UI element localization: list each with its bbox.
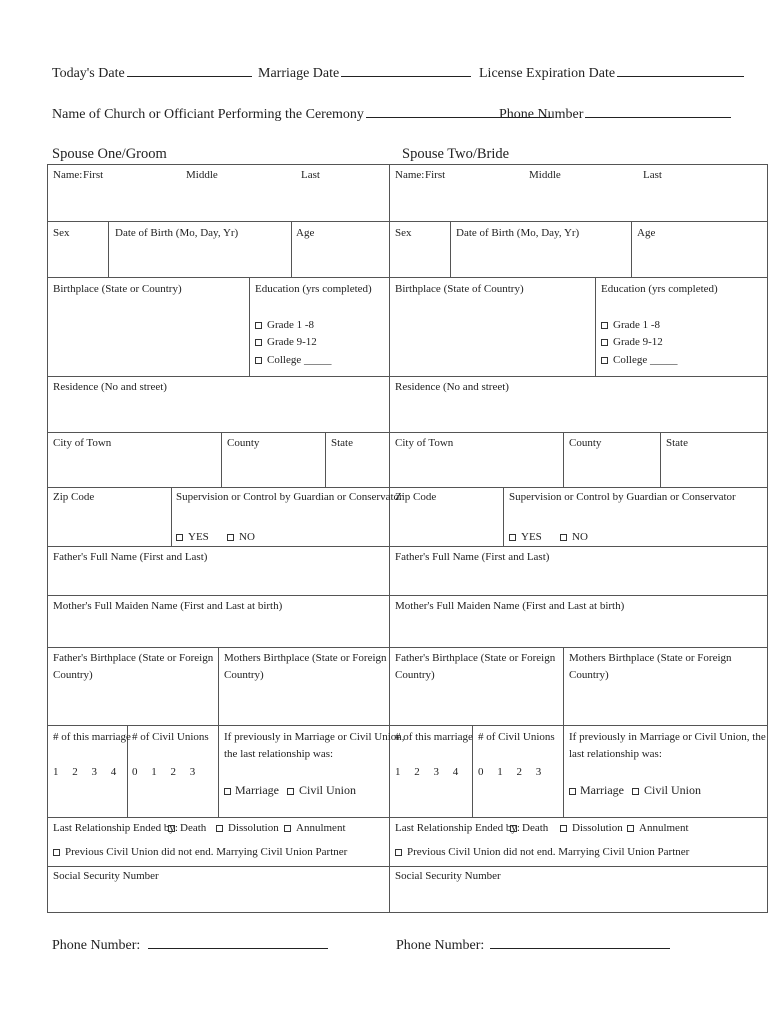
s1-prev-relationship-label: If previously in Marriage or Civil Union, — [224, 731, 405, 743]
s2-residence-label: Residence (No and street) — [395, 381, 509, 393]
s2-mother-birthplace-label: Mothers Birthplace (State or Foreign — [569, 652, 732, 664]
s1-mother-birthplace-label: Mothers Birthplace (State or Foreign — [224, 652, 387, 664]
s1-marriage-option[interactable] — [224, 783, 279, 798]
cell-divider — [171, 487, 172, 546]
s1-marriage-text: Marriage — [235, 783, 279, 797]
s2-father-name-label: Father's Full Name (First and Last) — [395, 551, 550, 563]
marriage-date-blank[interactable] — [341, 64, 471, 77]
s2-sex-label: Sex — [395, 227, 412, 239]
cell-divider — [450, 221, 451, 277]
checkbox-icon[interactable] — [53, 849, 60, 856]
s2-dob-label: Date of Birth (Mo, Day, Yr) — [456, 227, 580, 239]
s1-father-birthplace-label-2: Country) — [53, 669, 93, 681]
checkbox-icon[interactable] — [569, 788, 576, 795]
s2-annulment-option[interactable] — [627, 820, 689, 837]
s2-state-label: State — [666, 437, 688, 449]
row-line — [47, 277, 768, 278]
s2-zip-label: Zip Code — [395, 491, 437, 503]
s1-zip-label: Zip Code — [53, 491, 95, 503]
s1-num-civil-label: # of Civil Unions — [132, 731, 209, 743]
cell-divider — [563, 432, 564, 487]
s1-residence-label: Residence (No and street) — [53, 381, 167, 393]
checkbox-icon[interactable] — [509, 534, 516, 541]
s1-birthplace-label: Birthplace (State or Country) — [53, 283, 182, 295]
cell-divider — [218, 647, 219, 817]
s1-name-label: Name: — [53, 169, 83, 181]
s1-supervision-label: Supervision or Control by Guardian or Conservator — [176, 491, 403, 503]
footer-phone-right-blank[interactable] — [490, 936, 670, 949]
cell-divider — [563, 647, 564, 817]
row-line — [47, 376, 768, 377]
s2-dissolution-text: Dissolution — [572, 822, 623, 834]
checkbox-icon[interactable] — [255, 322, 262, 329]
checkbox-icon[interactable] — [601, 339, 608, 346]
s1-annulment-option[interactable] — [284, 820, 346, 837]
s2-marriage-option[interactable] — [569, 783, 624, 798]
s2-prev-civil-option[interactable] — [395, 844, 689, 861]
s2-education-label: Education (yrs completed) — [601, 283, 718, 295]
s2-county-label: County — [569, 437, 602, 449]
s1-last-ended-label: Last Relationship Ended by: — [53, 822, 178, 834]
spouse-two-title: Spouse Two/Bride — [402, 146, 510, 162]
phone-number-label: Phone Number — [499, 107, 584, 122]
s2-no-text: NO — [572, 531, 588, 543]
s1-father-birthplace-label: Father's Birthplace (State or Foreign — [53, 652, 214, 664]
s2-civil-union-text: Civil Union — [644, 783, 702, 797]
marriage-date-field[interactable] — [258, 64, 471, 82]
s1-sex-label: Sex — [53, 227, 70, 239]
s2-num-marriage-label: # of this marriage — [395, 731, 473, 743]
s1-father-name-label: Father's Full Name (First and Last) — [53, 551, 208, 563]
cell-divider — [631, 221, 632, 277]
s1-death-option[interactable] — [168, 820, 206, 837]
s2-age-label: Age — [637, 227, 656, 239]
officiant-label: Name of Church or Officiant Performing the Ceremony — [52, 107, 364, 122]
s1-yes-option[interactable] — [176, 529, 209, 546]
s2-grade-9-12-option[interactable] — [601, 334, 663, 351]
s2-num-civil-label: # of Civil Unions — [478, 731, 555, 743]
checkbox-icon[interactable] — [601, 322, 608, 329]
s1-age-label: Age — [296, 227, 315, 239]
s2-civil-union-option[interactable] — [632, 783, 701, 798]
s2-death-option[interactable] — [510, 820, 548, 837]
cell-divider — [291, 221, 292, 277]
phone-number-field[interactable] — [499, 105, 731, 123]
checkbox-icon[interactable] — [176, 534, 183, 541]
s2-birthplace-label: Birthplace (State of Country) — [395, 283, 524, 295]
officiant-field[interactable] — [52, 105, 552, 123]
s1-grade-1-8-text: Grade 1 -8 — [267, 319, 315, 331]
s1-yes-text: YES — [188, 531, 209, 543]
s1-middle-label: Middle — [186, 169, 218, 181]
s1-no-text: NO — [239, 531, 255, 543]
s2-last-ended-label: Last Relationship Ended by: — [395, 822, 520, 834]
s1-mother-birthplace-label-2: Country) — [224, 669, 264, 681]
s2-city-label: City of Town — [395, 437, 454, 449]
s1-civil-union-text: Civil Union — [299, 783, 357, 797]
row-line — [47, 866, 768, 867]
checkbox-icon[interactable] — [632, 788, 639, 795]
s1-grade-1-8-option[interactable] — [255, 317, 314, 334]
footer-phone-right[interactable] — [396, 936, 670, 954]
s2-prev-relationship-label: If previously in Marriage or Civil Union, the — [569, 731, 766, 743]
s2-mother-birthplace-label-2: Country) — [569, 669, 609, 681]
s1-num-marriage-label: # of this marriage — [53, 731, 131, 743]
row-line — [47, 221, 768, 222]
cell-divider — [221, 432, 222, 487]
cell-divider — [660, 432, 661, 487]
s2-supervision-label: Supervision or Control by Guardian or Conservator — [509, 491, 736, 503]
s1-first-label: First — [83, 169, 104, 181]
spouse-one-title: Spouse One/Groom — [52, 146, 167, 162]
s2-ssn-label: Social Security Number — [395, 870, 501, 882]
footer-phone-left-blank[interactable] — [148, 936, 328, 949]
s2-prev-civil-text: Previous Civil Union did not end. Marrying Civil Union Partner — [407, 846, 690, 858]
s2-father-birthplace-label-2: Country) — [395, 669, 435, 681]
license-expiration-label: License Expiration Date — [479, 66, 616, 81]
footer-phone-left[interactable] — [52, 936, 328, 954]
cell-divider — [595, 277, 596, 376]
s2-grade-9-12-text: Grade 9-12 — [613, 336, 663, 348]
s2-last-label: Last — [643, 169, 662, 181]
s1-dob-label: Date of Birth (Mo, Day, Yr) — [115, 227, 239, 239]
todays-date-field[interactable] — [52, 64, 252, 82]
s1-no-option[interactable] — [227, 529, 255, 546]
s1-mother-name-label: Mother's Full Maiden Name (First and Last at birth) — [53, 600, 283, 612]
checkbox-icon[interactable] — [510, 825, 517, 832]
s2-yes-option[interactable] — [509, 529, 542, 546]
s1-dissolution-text: Dissolution — [228, 822, 279, 834]
s2-mother-name-label: Mother's Full Maiden Name (First and Last at birth) — [395, 600, 625, 612]
s2-annulment-text: Annulment — [639, 822, 689, 834]
s2-first-label: First — [425, 169, 446, 181]
row-line — [47, 725, 768, 726]
checkbox-icon[interactable] — [287, 788, 294, 795]
s1-last-label: Last — [301, 169, 320, 181]
s2-prev-relationship-label-2: last relationship was: — [569, 748, 662, 760]
row-line — [47, 595, 768, 596]
s1-city-label: City of Town — [53, 437, 112, 449]
s2-yes-text: YES — [521, 531, 542, 543]
checkbox-icon[interactable] — [255, 357, 262, 364]
s1-county-label: County — [227, 437, 260, 449]
checkbox-icon[interactable] — [284, 825, 291, 832]
s2-marriage-text: Marriage — [580, 783, 624, 797]
s2-name-input[interactable] — [390, 182, 767, 220]
license-expiration-field[interactable] — [479, 64, 744, 82]
s2-grade-1-8-option[interactable] — [601, 317, 660, 334]
todays-date-label: Today's Date — [52, 66, 125, 81]
s1-name-input[interactable] — [48, 182, 388, 220]
cell-divider — [325, 432, 326, 487]
s1-education-label: Education (yrs completed) — [255, 283, 372, 295]
s1-num-civil-options[interactable]: 0 1 2 3 — [132, 766, 196, 778]
s2-middle-label: Middle — [529, 169, 561, 181]
s2-father-birthplace-label: Father's Birthplace (State or Foreign — [395, 652, 556, 664]
checkbox-icon[interactable] — [395, 849, 402, 856]
s2-dissolution-option[interactable] — [560, 820, 623, 837]
checkbox-icon[interactable] — [168, 825, 175, 832]
s1-ssn-label: Social Security Number — [53, 870, 159, 882]
s2-no-option[interactable] — [560, 529, 588, 546]
checkbox-icon[interactable] — [627, 825, 634, 832]
checkbox-icon[interactable] — [560, 534, 567, 541]
cell-divider — [108, 221, 109, 277]
cell-divider — [503, 487, 504, 546]
checkbox-icon[interactable] — [227, 534, 234, 541]
cell-divider — [249, 277, 250, 376]
s1-dissolution-option[interactable] — [216, 820, 279, 837]
s1-grade-9-12-text: Grade 9-12 — [267, 336, 317, 348]
s1-state-label: State — [331, 437, 353, 449]
s1-annulment-text: Annulment — [296, 822, 346, 834]
s1-college-text: College _____ — [267, 354, 332, 366]
footer-phone-right-label: Phone Number: — [396, 938, 485, 953]
checkbox-icon[interactable] — [224, 788, 231, 795]
s1-death-text: Death — [180, 822, 207, 834]
row-line — [47, 546, 768, 547]
row-line — [47, 647, 768, 648]
license-expiration-blank[interactable] — [617, 64, 744, 77]
s2-name-label: Name: — [395, 169, 425, 181]
s1-prev-relationship-label-2: the last relationship was: — [224, 748, 334, 760]
s2-num-civil-options[interactable]: 0 1 2 3 — [478, 766, 542, 778]
checkbox-icon[interactable] — [560, 825, 567, 832]
footer-phone-left-label: Phone Number: — [52, 938, 141, 953]
todays-date-blank[interactable] — [127, 64, 252, 77]
marriage-date-label: Marriage Date — [258, 66, 340, 81]
s1-prev-civil-option[interactable] — [53, 844, 347, 861]
s2-grade-1-8-text: Grade 1 -8 — [613, 319, 661, 331]
s1-college-option[interactable] — [255, 352, 331, 369]
checkbox-icon[interactable] — [601, 357, 608, 364]
s2-death-text: Death — [522, 822, 549, 834]
checkbox-icon[interactable] — [255, 339, 262, 346]
row-line — [47, 817, 768, 818]
s1-civil-union-option[interactable] — [287, 783, 356, 798]
s2-num-marriage-options[interactable]: 1 2 3 4 — [395, 766, 459, 778]
s2-college-text: College _____ — [613, 354, 678, 366]
checkbox-icon[interactable] — [216, 825, 223, 832]
phone-number-blank[interactable] — [585, 105, 731, 118]
s1-grade-9-12-option[interactable] — [255, 334, 317, 351]
s1-prev-civil-text: Previous Civil Union did not end. Marrying Civil Union Partner — [65, 846, 348, 858]
s2-college-option[interactable] — [601, 352, 677, 369]
row-line — [47, 487, 768, 488]
s1-num-marriage-options[interactable]: 1 2 3 4 — [53, 766, 117, 778]
